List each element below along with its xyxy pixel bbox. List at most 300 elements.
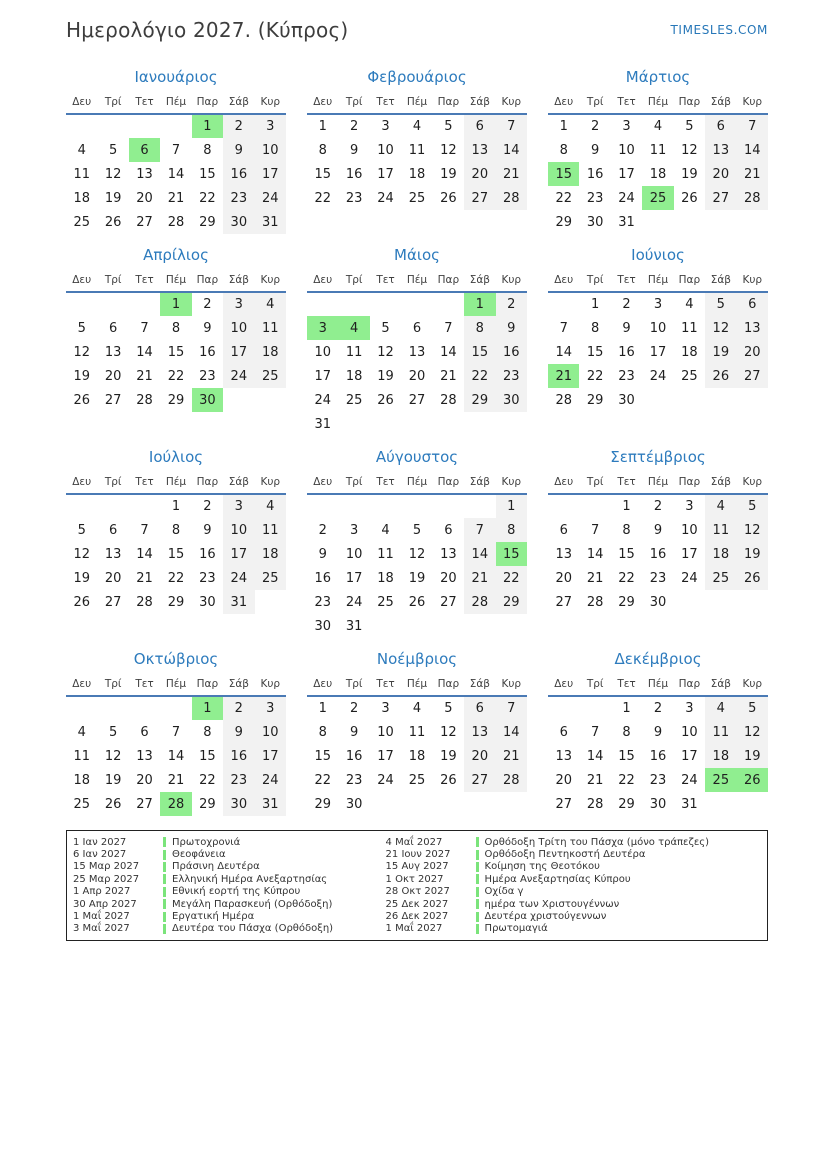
day-cell: 12 <box>73 344 90 360</box>
day-cell: 7 <box>590 724 600 740</box>
day-cell: 15 <box>314 166 331 182</box>
day-cell: 7 <box>590 522 600 538</box>
day-cell: 22 <box>314 772 331 788</box>
day-cell: 20 <box>104 368 122 384</box>
day-cell: 16 <box>586 166 604 182</box>
day-cell: 1 <box>318 119 327 134</box>
weekday-label: Τρί <box>97 91 128 114</box>
day-cell: 8 <box>590 320 600 336</box>
day-cell: 20 <box>555 772 572 788</box>
weekday-label: Κυρ <box>737 269 768 292</box>
weekday-label: Παρ <box>192 471 223 494</box>
weekday-label: Τετ <box>611 269 642 292</box>
day-cell: 3 <box>381 119 390 134</box>
day-cell: 17 <box>618 166 635 182</box>
weekday-label: Σάβ <box>705 91 736 114</box>
day-cell: 17 <box>681 748 698 764</box>
day-cell: 6 <box>129 138 160 162</box>
day-cell: 29 <box>618 594 635 610</box>
month-table <box>548 91 768 234</box>
day-cell: 27 <box>440 594 457 610</box>
day-cell: 5 <box>108 142 118 158</box>
day-cell: 17 <box>649 344 667 360</box>
day-cell: 21 <box>496 744 527 768</box>
week-row <box>66 792 286 816</box>
day-cell: 27 <box>464 186 495 210</box>
legend-date: 1 Ιαν 2027 <box>73 836 127 848</box>
week-row <box>548 186 768 210</box>
day-cell: 19 <box>440 166 457 182</box>
day-cell: 16 <box>345 166 363 182</box>
day-cell: 23 <box>345 190 363 206</box>
month-title: Φεβρουάριος <box>367 68 467 86</box>
day-cell: 4 <box>77 142 86 158</box>
holiday-marker-icon <box>163 912 166 922</box>
day-cell: 27 <box>136 796 153 812</box>
month-table <box>548 673 768 816</box>
week-row <box>307 720 527 744</box>
week-row <box>66 340 286 364</box>
day-cell: 28 <box>496 768 527 792</box>
day-cell: 7 <box>496 696 527 720</box>
week-row <box>66 744 286 768</box>
day-cell: 3 <box>685 701 694 716</box>
weekday-label: Δευ <box>307 471 338 494</box>
day-cell: 4 <box>255 494 286 518</box>
legend-item <box>73 836 386 848</box>
weekday-label: Τετ <box>129 673 160 696</box>
legend-holiday-name: Δευτέρα χριστούγεννων <box>484 911 607 923</box>
day-cell: 17 <box>345 570 363 586</box>
weekday-label: Δευ <box>548 91 579 114</box>
day-cell: 19 <box>681 166 698 182</box>
day-cell: 30 <box>649 594 667 610</box>
day-cell: 13 <box>705 138 736 162</box>
empty-cell <box>97 696 128 720</box>
weekday-label: Παρ <box>192 91 223 114</box>
day-cell: 11 <box>681 320 698 336</box>
weekday-header-row <box>307 471 527 494</box>
empty-cell <box>370 292 401 316</box>
day-cell: 11 <box>255 518 286 542</box>
day-cell: 9 <box>653 522 663 538</box>
day-cell: 22 <box>618 772 635 788</box>
day-cell: 5 <box>444 119 453 134</box>
day-cell: 18 <box>705 744 736 768</box>
weekday-label: Τετ <box>129 471 160 494</box>
weekday-label: Τρί <box>579 91 610 114</box>
week-row <box>66 114 286 138</box>
day-cell: 25 <box>642 186 673 210</box>
weekday-label: Δευ <box>548 673 579 696</box>
day-cell: 9 <box>223 720 254 744</box>
day-cell: 21 <box>586 772 604 788</box>
legend-item <box>386 886 761 898</box>
day-cell: 8 <box>496 518 527 542</box>
empty-cell <box>370 412 401 436</box>
day-cell: 26 <box>681 190 698 206</box>
day-cell: 10 <box>345 546 363 562</box>
day-cell: 26 <box>440 190 457 206</box>
empty-cell <box>338 292 369 316</box>
weekday-label: Τρί <box>97 471 128 494</box>
weekday-label: Τετ <box>370 269 401 292</box>
month-table <box>307 471 527 638</box>
day-cell: 1 <box>496 494 527 518</box>
empty-cell <box>97 114 128 138</box>
legend-item <box>386 848 761 860</box>
day-cell: 8 <box>559 142 568 158</box>
weekday-label: Κυρ <box>737 91 768 114</box>
holiday-marker-icon <box>476 899 479 909</box>
day-cell: 25 <box>681 368 698 384</box>
day-cell: 24 <box>345 594 363 610</box>
month-table <box>66 91 286 234</box>
day-cell: 25 <box>408 190 426 206</box>
legend-date: 1 Απρ 2027 <box>73 886 131 898</box>
day-cell: 4 <box>653 119 663 134</box>
day-cell: 27 <box>555 796 572 812</box>
day-cell: 10 <box>223 518 254 542</box>
day-cell: 14 <box>737 138 768 162</box>
day-cell: 9 <box>203 522 212 538</box>
month-10 <box>66 650 286 816</box>
holiday-marker-icon <box>163 862 166 872</box>
day-cell: 18 <box>649 166 667 182</box>
week-row <box>548 542 768 566</box>
empty-cell <box>705 210 736 234</box>
day-cell: 19 <box>377 368 394 384</box>
day-cell: 4 <box>685 297 694 312</box>
weekday-label: Τετ <box>370 471 401 494</box>
month-days <box>66 292 286 412</box>
month-days <box>548 494 768 614</box>
day-cell: 9 <box>318 546 327 562</box>
day-cell: 13 <box>104 546 122 562</box>
day-cell: 18 <box>255 340 286 364</box>
day-cell: 28 <box>586 796 604 812</box>
weekday-label: Πέμ <box>401 91 432 114</box>
month-table <box>548 471 768 614</box>
day-cell: 18 <box>408 748 426 764</box>
empty-cell <box>66 494 97 518</box>
weekday-header-row <box>66 91 286 114</box>
day-cell: 10 <box>223 316 254 340</box>
day-cell: 30 <box>192 388 223 412</box>
day-cell: 4 <box>412 119 422 134</box>
day-cell: 13 <box>440 546 457 562</box>
empty-cell <box>370 614 401 638</box>
day-cell: 2 <box>223 696 254 720</box>
day-cell: 13 <box>136 748 153 764</box>
day-cell: 21 <box>737 162 768 186</box>
months-grid <box>66 68 768 816</box>
weekday-label: Παρ <box>674 91 705 114</box>
day-cell: 1 <box>622 701 631 716</box>
month-table <box>548 269 768 412</box>
day-cell: 1 <box>192 114 223 138</box>
day-cell: 3 <box>653 297 663 312</box>
day-cell: 14 <box>136 344 153 360</box>
day-cell: 22 <box>555 190 572 206</box>
day-cell: 20 <box>555 570 572 586</box>
day-cell: 15 <box>464 340 495 364</box>
weekday-label: Παρ <box>433 91 464 114</box>
day-cell: 6 <box>108 320 118 336</box>
legend-holiday-name: Ημέρα Ανεξαρτησίας Κύπρου <box>484 873 631 885</box>
day-cell: 14 <box>136 546 153 562</box>
week-row <box>548 210 768 234</box>
day-cell: 4 <box>412 701 422 716</box>
legend-item <box>73 873 386 885</box>
day-cell: 1 <box>464 292 495 316</box>
day-cell: 10 <box>314 344 331 360</box>
empty-cell <box>579 696 610 720</box>
day-cell: 21 <box>167 190 185 206</box>
empty-cell <box>129 494 160 518</box>
day-cell: 5 <box>737 696 768 720</box>
day-cell: 6 <box>559 522 568 538</box>
day-cell: 29 <box>586 392 604 408</box>
day-cell: 24 <box>649 368 667 384</box>
day-cell: 31 <box>681 796 698 812</box>
legend-holiday-name: Θεοφάνεια <box>172 849 226 861</box>
weekday-label: Τρί <box>338 471 369 494</box>
empty-cell <box>737 388 768 412</box>
week-row <box>548 792 768 816</box>
day-cell: 26 <box>377 392 394 408</box>
month-3 <box>548 68 768 234</box>
legend-item <box>386 836 761 848</box>
week-row <box>66 720 286 744</box>
day-cell: 25 <box>73 796 90 812</box>
week-row <box>307 114 527 138</box>
weekday-header-row <box>548 269 768 292</box>
empty-cell <box>66 696 97 720</box>
day-cell: 21 <box>167 772 185 788</box>
site-link[interactable]: TIMESLES.COM <box>670 23 768 37</box>
week-row <box>548 590 768 614</box>
day-cell: 18 <box>705 542 736 566</box>
day-cell: 19 <box>73 368 90 384</box>
weekday-label: Κυρ <box>496 471 527 494</box>
day-cell: 29 <box>199 214 216 230</box>
legend-item <box>73 910 386 922</box>
day-cell: 14 <box>586 748 604 764</box>
holiday-legend <box>66 830 768 941</box>
weekday-label: Πέμ <box>160 673 191 696</box>
weekday-label: Σάβ <box>223 673 254 696</box>
week-row <box>307 292 527 316</box>
day-cell: 22 <box>199 190 216 206</box>
week-row <box>307 412 527 436</box>
day-cell: 5 <box>737 494 768 518</box>
empty-cell <box>579 494 610 518</box>
holiday-marker-icon <box>476 924 479 934</box>
day-cell: 17 <box>223 340 254 364</box>
weekday-label: Παρ <box>433 471 464 494</box>
day-cell: 11 <box>649 142 667 158</box>
weekday-row <box>66 673 286 696</box>
day-cell: 12 <box>377 344 394 360</box>
weekday-label: Σάβ <box>223 269 254 292</box>
week-row <box>307 340 527 364</box>
weekday-label: Τετ <box>611 673 642 696</box>
day-cell: 16 <box>649 748 667 764</box>
week-row <box>307 614 527 638</box>
weekday-label: Τρί <box>97 269 128 292</box>
day-cell: 23 <box>618 368 635 384</box>
day-cell: 7 <box>559 320 568 336</box>
day-cell: 11 <box>377 546 394 562</box>
day-cell: 28 <box>464 590 495 614</box>
day-cell: 29 <box>167 594 185 610</box>
legend-holiday-name: Ελληνική Ημέρα Ανεξαρτησίας <box>172 873 328 885</box>
day-cell: 14 <box>555 344 572 360</box>
holiday-marker-icon <box>163 837 166 847</box>
day-cell: 22 <box>464 364 495 388</box>
day-cell: 11 <box>408 724 426 740</box>
week-row <box>66 210 286 234</box>
weekday-label: Πέμ <box>160 471 191 494</box>
weekday-header-row <box>548 673 768 696</box>
weekday-row <box>307 673 527 696</box>
week-row <box>307 590 527 614</box>
empty-cell <box>642 388 673 412</box>
day-cell: 8 <box>318 724 327 740</box>
day-cell: 25 <box>705 768 736 792</box>
month-days <box>548 114 768 234</box>
day-cell: 8 <box>622 522 631 538</box>
day-cell: 15 <box>199 166 216 182</box>
week-row <box>307 138 527 162</box>
day-cell: 22 <box>496 566 527 590</box>
day-cell: 14 <box>464 542 495 566</box>
empty-cell <box>129 696 160 720</box>
weekday-label: Πέμ <box>642 269 673 292</box>
day-cell: 18 <box>255 542 286 566</box>
day-cell: 31 <box>223 590 254 614</box>
weekday-label: Παρ <box>192 269 223 292</box>
day-cell: 11 <box>255 316 286 340</box>
day-cell: 27 <box>555 594 572 610</box>
day-cell: 6 <box>737 292 768 316</box>
month-title: Οκτώβριος <box>133 650 219 668</box>
week-row <box>66 388 286 412</box>
day-cell: 2 <box>349 701 359 716</box>
day-cell: 4 <box>77 724 86 740</box>
day-cell: 23 <box>649 570 667 586</box>
empty-cell <box>129 292 160 316</box>
day-cell: 10 <box>649 320 667 336</box>
day-cell: 31 <box>255 792 286 816</box>
day-cell: 31 <box>345 618 363 634</box>
day-cell: 24 <box>255 768 286 792</box>
month-title: Ιούλιος <box>148 448 204 466</box>
day-cell: 29 <box>464 388 495 412</box>
day-cell: 15 <box>314 748 331 764</box>
day-cell: 11 <box>705 720 736 744</box>
day-cell: 30 <box>199 594 216 610</box>
empty-cell <box>97 494 128 518</box>
day-cell: 20 <box>136 772 153 788</box>
day-cell: 19 <box>73 570 90 586</box>
day-cell: 4 <box>705 494 736 518</box>
weekday-label: Δευ <box>548 269 579 292</box>
month-1 <box>66 68 286 234</box>
week-row <box>307 162 527 186</box>
week-row <box>307 494 527 518</box>
week-row <box>66 696 286 720</box>
weekday-label: Τετ <box>611 91 642 114</box>
day-cell: 24 <box>223 566 254 590</box>
week-row <box>548 696 768 720</box>
day-cell: 8 <box>318 142 327 158</box>
week-row <box>66 186 286 210</box>
legend-date: 28 Οκτ 2027 <box>385 886 450 898</box>
day-cell: 30 <box>314 618 331 634</box>
weekday-row <box>548 269 768 292</box>
week-row <box>307 316 527 340</box>
empty-cell <box>674 210 705 234</box>
day-cell: 13 <box>555 546 572 562</box>
page-title: Ημερολόγιο 2027. (Κύπρος) <box>66 18 349 42</box>
holiday-marker-icon <box>476 912 479 922</box>
week-row <box>66 518 286 542</box>
day-cell: 5 <box>705 292 736 316</box>
day-cell: 10 <box>681 724 698 740</box>
legend-item <box>73 886 386 898</box>
month-8 <box>307 448 527 638</box>
month-days <box>307 696 527 816</box>
day-cell: 26 <box>440 772 457 788</box>
day-cell: 4 <box>381 522 390 538</box>
day-cell: 5 <box>381 320 390 336</box>
legend-holiday-name: Ορθόδοξη Τρίτη του Πάσχα (μόνο τράπεζες) <box>484 836 710 848</box>
weekday-row <box>66 91 286 114</box>
day-cell: 3 <box>223 494 254 518</box>
week-row <box>548 566 768 590</box>
empty-cell <box>66 292 97 316</box>
legend-item <box>73 848 386 860</box>
empty-cell <box>548 696 579 720</box>
weekday-label: Τετ <box>129 269 160 292</box>
week-row <box>307 542 527 566</box>
holiday-marker-icon <box>476 862 479 872</box>
empty-cell <box>737 210 768 234</box>
month-days <box>548 292 768 412</box>
legend-item <box>386 923 761 935</box>
day-cell: 12 <box>440 142 457 158</box>
week-row <box>548 162 768 186</box>
weekday-label: Σάβ <box>464 471 495 494</box>
day-cell: 6 <box>108 522 118 538</box>
day-cell: 21 <box>440 368 457 384</box>
day-cell: 13 <box>104 344 122 360</box>
holiday-marker-icon <box>476 874 479 884</box>
day-cell: 28 <box>136 392 153 408</box>
weekday-label: Τρί <box>579 471 610 494</box>
legend-holiday-name: Πράσινη Δευτέρα <box>172 861 260 873</box>
day-cell: 26 <box>737 768 768 792</box>
legend-item <box>386 898 761 910</box>
day-cell: 6 <box>444 522 453 538</box>
month-title: Ιανουάριος <box>134 68 218 86</box>
day-cell: 28 <box>136 594 153 610</box>
day-cell: 16 <box>199 546 216 562</box>
legend-item <box>73 898 386 910</box>
day-cell: 23 <box>345 772 363 788</box>
